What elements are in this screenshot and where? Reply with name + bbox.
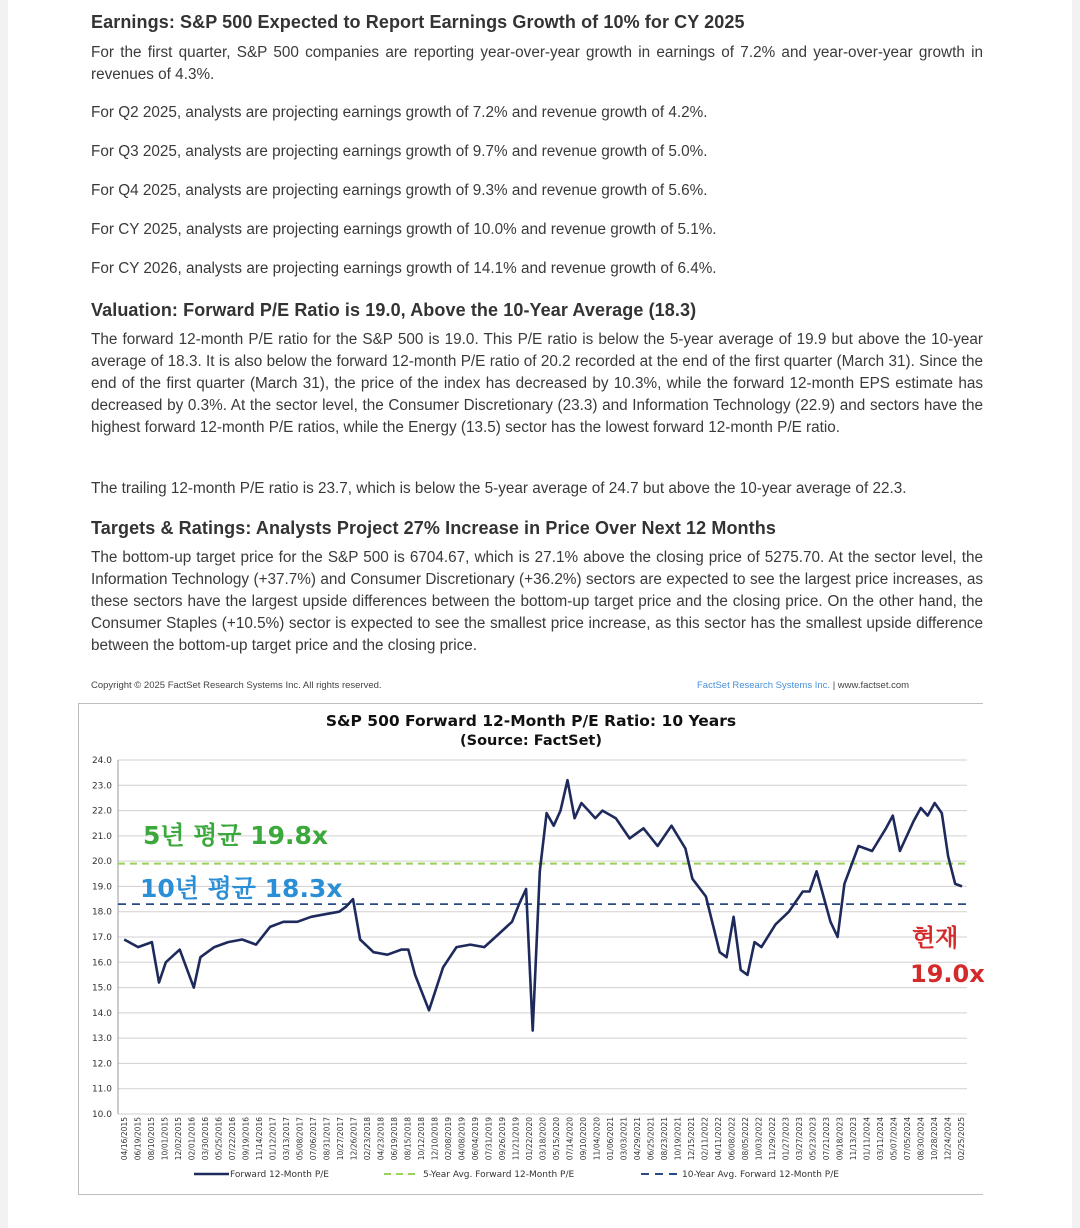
x-tick-label: 05/25/2016 [214,1117,224,1161]
x-tick-label: 06/04/2019 [471,1117,480,1161]
y-tick-label: 16.0 [91,958,112,969]
x-tick-label: 11/04/2020 [592,1117,602,1161]
valuation-heading: Valuation: Forward P/E Ratio is 19.0, Above the 10-Year Average (18.3) [91,300,697,320]
pe-ratio-chart [79,704,984,1194]
y-tick-label: 11.0 [91,1084,112,1095]
x-tick-label: 08/23/2021 [660,1117,669,1161]
x-tick-label: 03/30/2016 [201,1117,210,1161]
targets-heading: Targets & Ratings: Analysts Project 27% Increase in Price Over Next 12 Months [91,518,776,538]
x-tick-label: 01/22/2020 [525,1117,534,1161]
x-tick-label: 11/13/2023 [849,1117,858,1161]
x-tick-label: 12/10/2018 [430,1117,440,1161]
x-tick-label: 11/29/2022 [768,1117,777,1161]
earnings-paragraph-cy2026: For CY 2026, analysts are projecting earnings growth of 14.1% and revenue growth of 6.4%. [91,260,717,277]
x-tick-label: 04/29/2021 [633,1117,642,1161]
x-tick-label: 02/01/2016 [187,1117,197,1161]
y-tick-label: 15.0 [91,983,112,994]
x-tick-label: 03/27/2023 [795,1117,804,1161]
current-label-annotation: 현재 [912,924,959,952]
x-tick-label: 09/10/2020 [579,1117,588,1161]
x-tick-label: 10/28/2024 [930,1117,939,1161]
earnings-paragraph-q4: For Q4 2025, analysts are projecting earnings growth of 9.3% and revenue growth of 5.6%. [91,182,708,199]
x-tick-label: 02/23/2018 [363,1117,372,1161]
legend-label-ten-year: 10-Year Avg. Forward 12-Month P/E [682,1170,839,1180]
y-tick-label: 22.0 [91,806,112,817]
y-tick-label: 20.0 [91,857,112,868]
y-tick-label: 10.0 [91,1110,112,1120]
y-tick-label: 12.0 [91,1059,112,1070]
legend-label-forward-pe: Forward 12-Month P/E [230,1170,329,1180]
x-tick-label: 03/03/2021 [619,1117,629,1161]
valuation-paragraph-forward: The forward 12-month P/E ratio for the S&P 500 is 19.0. This P/E ratio is below the 5-year average of 19.9 but above the 10-year average of 18.3. It is also below the forward 12-month P/E ratio of 20.2 recorded at the end of the first quarter (March 31). Since the end of the first quarter (March 31), the price of the index has decreased by 10.3%, while the forward 12-month EPS estimate has decreased by 0.3%. At the sector level, the Consumer Discretionary (23.3) and Information Technology (22.9) and sectors have the highest forward 12-month P/E ratios, while the Energy (13.5) sector has the lowest forward 12-month P/E ratio. [91,331,983,436]
x-tick-label: 04/16/2015 [120,1117,129,1161]
valuation-paragraph-trailing: The trailing 12-month P/E ratio is 23.7, which is below the 5-year average of 24.7 but above the 10-year average of 22.3. [91,480,907,497]
y-tick-label: 23.0 [91,781,112,792]
earnings-heading: Earnings: S&P 500 Expected to Report Earnings Growth of 10% for CY 2025 [91,12,745,32]
pe-chart-panel [78,703,985,1195]
ten-year-average-annotation: 10년 평균 18.3x [140,874,343,903]
x-tick-label: 07/05/2024 [903,1117,912,1161]
x-tick-label: 11/21/2019 [511,1117,521,1161]
y-tick-label: 19.0 [91,882,112,893]
targets-paragraph: The bottom-up target price for the S&P 500 is 6704.67, which is 27.1% above the closing price of 5275.70. At the sector level, the Information Technology (+37.7%) and Consumer Discretionary (+36.2%) sectors are expected to see the largest price increases, as these sectors have the largest upside differences between the bottom-up target price and the closing price. On the other hand, the Consumer Staples (+10.5%) sector is expected to see the smallest price increase, as this sector has the smallest upside difference between the bottom-up target price and the closing price. [91,549,983,654]
x-tick-label: 06/25/2021 [646,1117,656,1161]
x-tick-label: 08/05/2022 [741,1117,750,1161]
x-tick-label: 12/26/2017 [349,1117,359,1161]
x-tick-label: 12/15/2021 [687,1117,696,1161]
legend-label-five-year: 5-Year Avg. Forward 12-Month P/E [423,1170,575,1180]
x-tick-label: 07/22/2016 [228,1117,237,1161]
x-tick-label: 06/19/2018 [390,1117,399,1161]
right-page-edge [1072,0,1080,1228]
x-tick-label: 04/08/2019 [457,1117,467,1161]
x-tick-label: 02/25/2025 [957,1117,966,1161]
five-year-average-annotation: 5년 평균 19.8x [143,821,329,850]
left-page-edge [0,0,8,1228]
x-tick-label: 03/11/2024 [876,1117,885,1161]
x-tick-label: 06/19/2015 [133,1117,143,1161]
y-tick-label: 18.0 [91,907,112,918]
x-tick-label: 01/12/2017 [268,1117,278,1161]
earnings-paragraph-cy2025: For CY 2025, analysts are projecting earnings growth of 10.0% and revenue growth of 5.1%. [91,221,717,238]
factset-url[interactable]: www.factset.com [837,680,910,691]
current-value-annotation: 19.0x [910,960,985,988]
earnings-paragraph-q2: For Q2 2025, analysts are projecting earnings growth of 7.2% and revenue growth of 4.2%. [91,104,708,121]
x-tick-label: 01/11/2024 [862,1117,872,1161]
x-tick-label: 11/14/2016 [255,1117,264,1161]
y-tick-label: 21.0 [91,831,112,842]
x-tick-label: 02/11/2022 [700,1117,710,1161]
x-tick-label: 10/27/2017 [336,1117,345,1161]
x-tick-label: 06/08/2022 [727,1117,737,1161]
x-tick-label: 07/21/2023 [822,1117,831,1161]
copyright-footer: Copyright © 2025 FactSet Research Systems Inc. All rights reserved. [91,680,382,691]
x-tick-label: 02/08/2019 [444,1117,453,1161]
x-tick-label: 09/26/2019 [498,1117,507,1161]
y-tick-label: 14.0 [91,1008,112,1019]
x-tick-label: 12/24/2024 [943,1117,953,1161]
earnings-paragraph-q3: For Q3 2025, analysts are projecting earnings growth of 9.7% and revenue growth of 5.0%. [91,143,708,160]
x-tick-label: 05/23/2023 [808,1117,818,1161]
y-tick-label: 13.0 [91,1034,112,1045]
chart-subtitle: (Source: FactSet) [460,733,602,749]
x-tick-label: 07/31/2019 [484,1117,494,1161]
x-tick-label: 08/15/2018 [403,1117,413,1161]
x-tick-label: 08/10/2015 [147,1117,156,1161]
x-tick-label: 05/08/2017 [295,1117,305,1161]
x-tick-label: 10/12/2018 [417,1117,426,1161]
x-tick-label: 04/23/2018 [376,1117,386,1161]
x-tick-label: 08/30/2024 [916,1117,926,1161]
x-tick-label: 01/06/2021 [606,1117,615,1161]
x-tick-label: 10/19/2021 [673,1117,683,1161]
x-tick-label: 07/06/2017 [309,1117,318,1161]
earnings-paragraph-q1: For the first quarter, S&P 500 companies are reporting year-over-year growth in earnings of 7.2% and year-over-year growth in revenues of 4.3%. [91,44,983,83]
overlay-strip [983,700,1003,1200]
x-tick-label: 09/19/2016 [241,1117,251,1161]
x-tick-label: 10/01/2015 [160,1117,170,1161]
chart-title: S&P 500 Forward 12-Month P/E Ratio: 10 Years [325,712,737,730]
x-tick-label: 10/03/2022 [754,1117,764,1161]
x-tick-label: 09/18/2023 [835,1117,845,1161]
y-tick-label: 24.0 [91,756,112,766]
x-tick-label: 07/14/2020 [565,1117,575,1161]
factset-link[interactable]: FactSet Research Systems Inc. [697,680,831,691]
x-tick-label: 03/18/2020 [538,1117,548,1161]
x-tick-label: 03/13/2017 [282,1117,291,1161]
x-tick-label: 01/27/2023 [781,1117,791,1161]
factset-footer [697,680,909,691]
forward-pe-series-line [124,780,962,1030]
x-tick-label: 05/15/2020 [552,1117,561,1161]
x-tick-label: 08/31/2017 [322,1117,332,1161]
footer-separator: | [832,680,836,691]
y-tick-label: 17.0 [91,933,112,943]
x-tick-label: 05/07/2024 [889,1117,899,1161]
x-tick-label: 04/11/2022 [714,1117,723,1161]
x-tick-label: 12/02/2015 [174,1117,183,1161]
